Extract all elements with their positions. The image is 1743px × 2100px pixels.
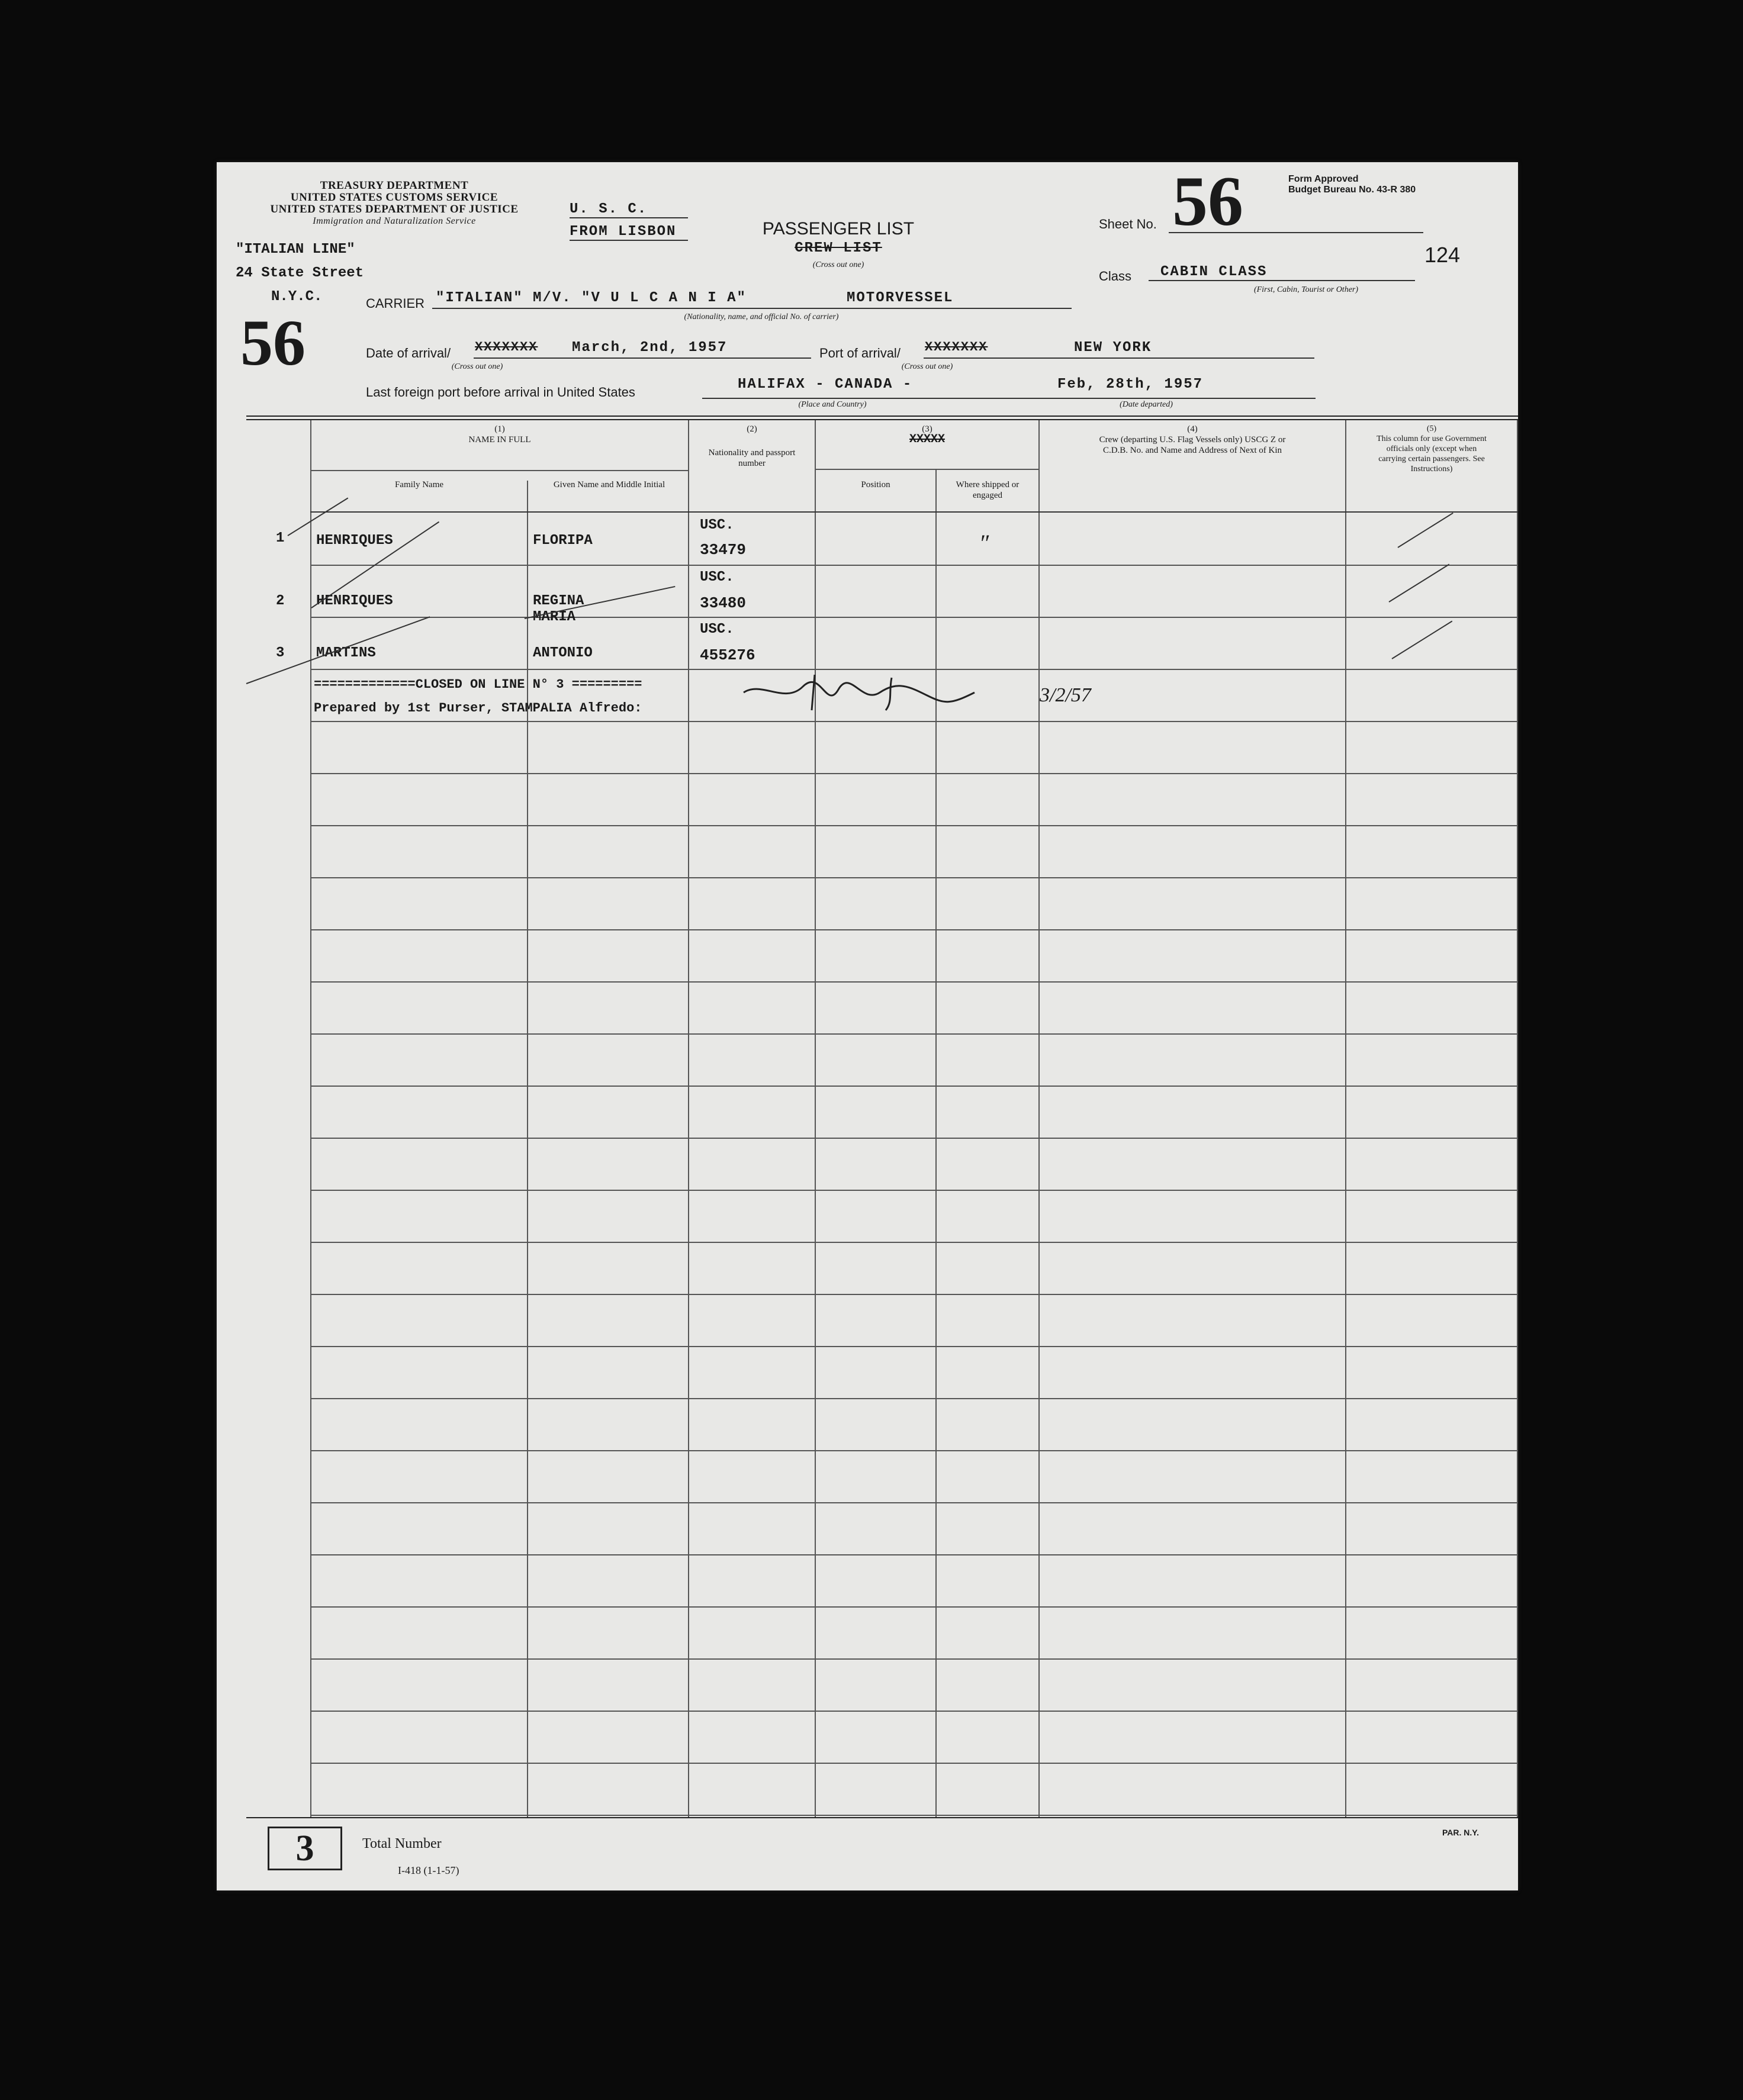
col3-subheader-line	[815, 469, 1038, 470]
port-note: (Cross out one)	[901, 362, 953, 371]
row-number: 2	[276, 593, 285, 609]
col2-header: (2) Nationality and passport number	[708, 424, 796, 468]
passport-number: 455276	[700, 646, 755, 664]
check-mark	[1388, 564, 1449, 603]
col4-header: (4) Crew (departing U.S. Flag Vessels only) USCG Z or C.D.B. No. and Name and Address of Next of Kin	[1099, 424, 1286, 455]
prepared-by: Prepared by 1st Purser, STAMPALIA Alfredo:	[314, 701, 642, 716]
carrier-line	[432, 308, 1072, 309]
form-approval: Form Approved Budget Bureau No. 43-R 380	[1288, 174, 1416, 195]
row-rule	[310, 1346, 1518, 1347]
arrival-label: Date of arrival/	[366, 346, 451, 360]
row-rule	[310, 1398, 1518, 1399]
carrier-type: MOTORVESSEL	[847, 290, 954, 306]
row-rule	[310, 1190, 1518, 1191]
col-divider-right	[1517, 420, 1518, 1817]
col-divider-rowno	[310, 420, 311, 1817]
arrival-value: March, 2nd, 1957	[572, 340, 728, 356]
given-name: REGINA MARIA	[533, 593, 584, 625]
class-value: CABIN CLASS	[1149, 264, 1415, 281]
row-rule	[310, 1086, 1518, 1087]
row-rule	[310, 773, 1518, 774]
family-name: HENRIQUES	[316, 593, 393, 609]
col-divider-crew	[1038, 420, 1040, 1817]
row-rule	[310, 1242, 1518, 1243]
row-rule	[310, 721, 1518, 722]
row-rule	[310, 617, 1518, 618]
last-port-line	[702, 398, 1316, 399]
carrier-note: (Nationality, name, and official No. of carrier)	[684, 313, 839, 321]
port-line	[924, 357, 1314, 359]
arrival-struck: XXXXXXX	[475, 340, 538, 355]
col-divider-position	[815, 420, 816, 1817]
carrier-label: CARRIER	[366, 296, 425, 311]
table-top-border	[246, 416, 1518, 417]
cross-out-note: (Cross out one)	[812, 260, 864, 269]
ditto-mark: ″	[980, 530, 991, 556]
family-name: HENRIQUES	[316, 533, 393, 549]
row-rule	[310, 565, 1518, 566]
given-name-header: Given Name and Middle Initial	[553, 480, 665, 489]
check-mark	[1397, 513, 1453, 548]
family-name-header: Family Name	[394, 480, 444, 489]
check-mark	[287, 498, 348, 536]
table-top-border-2	[246, 419, 1518, 420]
arrival-note: (Cross out one)	[451, 362, 503, 371]
last-port-label: Last foreign port before arrival in United States	[366, 385, 635, 400]
class-label: Class	[1099, 269, 1132, 284]
department-heading: TREASURY DEPARTMENT UNITED STATES CUSTOMS SERVICE UNITED STATES DEPARTMENT OF JUSTICE Immigration and Naturalization Service	[270, 179, 519, 226]
row-rule	[310, 877, 1518, 878]
row-number: 1	[276, 530, 285, 546]
total-label: Total Number	[362, 1836, 442, 1851]
arrival-line	[474, 357, 811, 359]
last-port-value: HALIFAX - CANADA -	[738, 376, 913, 392]
place-note: (Place and Country)	[798, 400, 867, 409]
row-rule	[310, 1606, 1518, 1608]
form-number: I-418 (1-1-57)	[398, 1864, 459, 1876]
passport-number: 33480	[700, 594, 747, 612]
col5-header: (5) This column for use Government officials only (except when carrying certain passengers. See Instructions)	[1377, 424, 1487, 474]
header-bottom-line	[310, 511, 1518, 513]
row-rule	[310, 1554, 1518, 1555]
handwritten-date: 3/2/57	[1040, 684, 1091, 706]
nationality: USC.	[700, 569, 734, 585]
printer-mark: PAR. N.Y.	[1442, 1828, 1479, 1837]
class-note: (First, Cabin, Tourist or Other)	[1253, 285, 1359, 294]
port-value: NEW YORK	[1074, 340, 1152, 356]
position-header: Position	[861, 480, 890, 489]
port-label: Port of arrival/	[819, 346, 901, 360]
row-number: 3	[276, 645, 285, 661]
crew-list-struck: CREW LIST	[795, 240, 882, 256]
row-rule	[310, 1502, 1518, 1503]
purser-signature	[738, 669, 986, 716]
col3-header: (3) XXXXX	[909, 424, 945, 446]
form-title: PASSENGER LIST	[762, 219, 915, 239]
sheet-number: 56	[1172, 162, 1243, 240]
row-rule	[310, 1763, 1518, 1764]
row-rule	[310, 1658, 1518, 1660]
given-name: ANTONIO	[533, 645, 593, 661]
row-rule	[310, 1815, 1518, 1816]
sheet-label: Sheet No.	[1099, 217, 1157, 231]
carrier-value: "ITALIAN" M/V. "V U L C A N I A"	[436, 290, 747, 306]
row-rule	[310, 1294, 1518, 1295]
nationality: USC.	[700, 517, 734, 533]
name-subheader-line	[310, 470, 688, 471]
nationality: USC.	[700, 621, 734, 637]
passport-number: 33479	[700, 541, 747, 559]
col-divider-gov	[1345, 420, 1346, 1817]
port-struck: XXXXXXX	[925, 340, 988, 355]
date-note: (Date departed)	[1120, 400, 1173, 409]
col1-header: (1) NAME IN FULL	[468, 424, 531, 445]
check-mark	[1391, 621, 1452, 659]
row-rule	[310, 1450, 1518, 1451]
page-stamp: 56	[240, 307, 305, 379]
passenger-list-document	[217, 162, 1518, 1890]
agent-address: "ITALIAN LINE" 24 State Street N.Y.C.	[236, 241, 364, 305]
closed-line: =============CLOSED ON LINE N° 3 =========	[314, 677, 642, 692]
row-rule	[310, 825, 1518, 826]
from-port: FROM LISBON	[570, 224, 688, 241]
usc-stamp: U. S. C.	[570, 201, 688, 218]
given-name: FLORIPA	[533, 533, 593, 549]
where-shipped-header: Where shipped or engaged	[956, 480, 1020, 500]
page-count: 124	[1424, 243, 1461, 267]
check-mark	[246, 616, 430, 684]
family-name: MARTINS	[316, 645, 376, 661]
row-rule	[310, 981, 1518, 983]
departed-value: Feb, 28th, 1957	[1057, 376, 1204, 392]
total-number-box: 3	[268, 1827, 342, 1870]
row-rule	[310, 1033, 1518, 1035]
row-rule	[310, 1138, 1518, 1139]
col-divider-nat	[688, 420, 689, 1817]
row-rule	[310, 929, 1518, 930]
table-bottom-border	[246, 1817, 1518, 1818]
row-rule	[310, 1711, 1518, 1712]
